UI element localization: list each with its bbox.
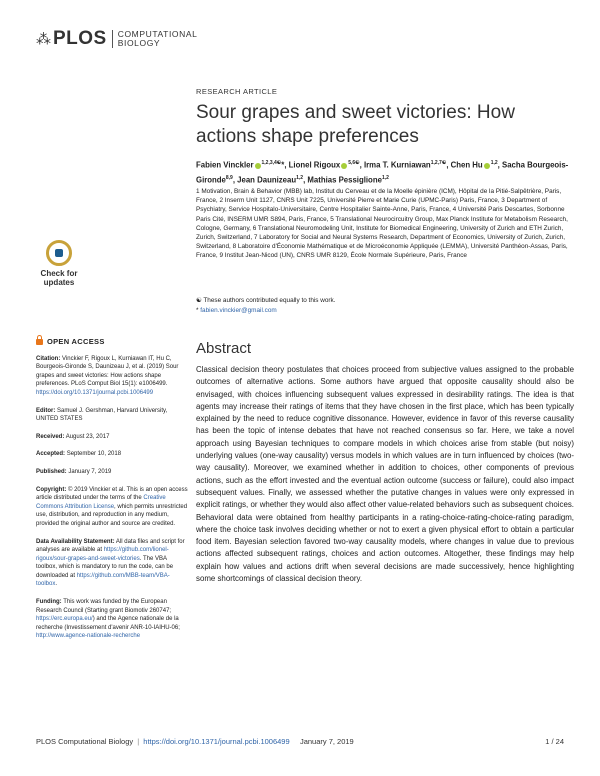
journal-name xyxy=(118,30,198,48)
funding-text: This work was funded by the European Research Council (Starting grant Biomotiv 260747; xyxy=(36,599,172,614)
corresponding-mark: * xyxy=(196,306,199,314)
citation-label: Citation: xyxy=(36,355,61,362)
citation-text: Vinckier F, Rigoux L, Kurniawan IT, Hu C, Bourgeois-Gironde S, Daunizeau J, et al. (2019) Sour grapes and sweet victories: How actions shape preferences. PLoS Comput Biol 15(1): e1006499. xyxy=(36,355,179,388)
plos-logo[interactable] xyxy=(36,28,197,50)
accepted-label: Accepted: xyxy=(36,451,66,458)
page-number: 1 / 24 xyxy=(545,737,564,746)
data-availability xyxy=(36,538,188,590)
author-list: Fabien Vinckler $^{1,2,3,4☯}$*, Lionel Rigoux $^{5,6☯}$, Irma T. Kurniawan$^{1,2,7☯}$, Chen Hu $^{1,2}$, Sacha Bourgeois-Gironde$^{8,9}$, Jean Daunizeau$^{1,2}$, Mathias Pessiglione$^{1,2}$ xyxy=(196,160,569,185)
funding-text-cont: ) and the Agence nationale de la recherche (Investissement d'avenir ANR-10-IAIHU-06; xyxy=(36,616,180,631)
orcid-icon[interactable] xyxy=(255,163,261,169)
copyright xyxy=(36,486,188,529)
article-title: Sour grapes and sweet victories: How actions shape preferences xyxy=(196,102,515,147)
abstract-text: Classical decision theory postulates that choices proceed from subjective values assigned to the probable outcomes of alternative actions. Some authors have argued that opposite causality should also be envisaged, with choices influencing subsequent values expressed in desirability ratings. The idea is that agents may increase their ratings of items that they have chosen in the first place, which has been typically explained by the need to reduce cognitive dissonance. However, evidence in favor of this reverse causality has been the topic of intense debates that have not reached consensus so far. Here, we take a novel approach using Bayesian techniques to compare models in which choices arise from stable (but noisy) underlying values (one-way causality) versus models in which values are in turn influenced by choices (two-way causality). Moreover, we examined whether in addition to choices, other components of previous actions, such as the effort invested and the eventual action outcome (success or failure), could also impact subsequent values. Finally, we assessed whether the putative changes in values were only expressed in explicit ratings, or whether they would also affect other value-related behaviors such as subsequent choices. Behavioral data were obtained from healthy participants in a rating-choice-rating-choice-rating paradigm, where the choice task involves deciding whether or not to exert a given physical effort to obtain a particular food item. Bayesian selection favored two-way causality models, where changes in value due to previous actions affected subsequent ratings, choices and action outcomes. Altogether, these findings may help explain how values and actions drift when several decisions are made successively, hence highlighting some shortcomings of classical decision theory. xyxy=(196,365,574,584)
check-for-updates-label xyxy=(36,269,82,287)
abstract-heading: Abstract xyxy=(196,340,252,357)
article-info-sidebar xyxy=(36,338,188,650)
logo-divider xyxy=(112,30,113,48)
toolbox-link[interactable]: https://github.com/MBB-team/VBA-toolbox xyxy=(36,572,170,588)
footer-date: January 7, 2019 xyxy=(299,737,354,746)
data-availability-text-cont: . The VBA toolbox, which is mandatory to run the code, can be downloaded at xyxy=(36,555,174,579)
crossmark-icon xyxy=(46,240,72,266)
accepted-date: September 10, 2018 xyxy=(66,451,122,458)
author-notes xyxy=(196,296,572,315)
anr-link[interactable]: http://www.agence-nationale-recherche xyxy=(36,633,141,640)
footer-doi-link[interactable]: https://doi.org/10.1371/journal.pcbi.1006499 xyxy=(143,737,290,746)
email-link[interactable]: fabien.vinckier@gmail.com xyxy=(200,306,277,314)
article-type-label: RESEARCH ARTICLE xyxy=(196,87,278,96)
received-date: August 23, 2017 xyxy=(65,433,110,440)
accepted xyxy=(36,450,188,459)
funding-label: Funding: xyxy=(36,599,62,606)
data-availability-text: All data files and script for analyses are available at xyxy=(36,538,185,554)
journal-name-line2: BIOLOGY xyxy=(117,38,161,48)
editor xyxy=(36,407,188,424)
badge-line1: Check for xyxy=(40,269,78,278)
citation xyxy=(36,355,188,398)
footer-left xyxy=(36,737,354,746)
open-lock-icon xyxy=(36,339,43,345)
published-date: January 7, 2019 xyxy=(68,468,112,475)
footer-separator xyxy=(292,737,298,746)
received-label: Received: xyxy=(36,433,65,440)
equal-contribution-note: ☯ These authors contributed equally to this work. xyxy=(196,297,336,304)
copyright-label: Copyright: xyxy=(36,486,67,493)
funding xyxy=(36,598,188,641)
open-access-badge xyxy=(36,338,188,347)
journal-name-line1: COMPUTATIONAL xyxy=(117,29,198,39)
orcid-icon[interactable] xyxy=(341,163,347,169)
published-label: Published: xyxy=(36,468,67,475)
data-repo-link[interactable]: https://github.com/lionel-rigoux/sour-grapes-and-sweet-victories xyxy=(36,547,169,562)
orcid-icon[interactable] xyxy=(484,163,490,169)
open-access-label: OPEN ACCESS xyxy=(47,337,105,346)
editor-text: Samuel J. Gershman, Harvard University, UNITED STATES xyxy=(36,407,168,423)
copyright-text-cont: , which permits unrestricted use, distribution, and reproduction in any medium, provided the original author and source are credited. xyxy=(36,503,188,527)
affiliations: 1 Motivation, Brain & Behavior (MBB) lab, Institut du Cerveau et de la Moelle épinière (ICM), Hôpital de la Pitié-Salpêtrière, Paris, France, 2 Inserm Unit 1127, CNRS Unit 7225, Université Pierre et Marie Curie (UPMC-Paris) Paris, France, 3 Department of Psychiatry, Service Hospitalo-Universitaire, Centre Hospitalier Sainte-Anne, Paris, France, 4 Université Paris Descartes, Sorbonne Paris Cité, INSERM UMR S894, Paris, France, 5 Translational Neurocircuitry Group, Max Planck Institute for Metabolism Research, Cologne, Germany, 6 Translational Neuromodeling Unit, Institute for Biomedical Engineering, University of Zurich and ETH Zurich, Zurich, Switzerland, 7 Laboratory for Social and Neural Systems Research, Department of Economics, University of Zurich, Zurich, Switzerland, 8 Laboratoire d'Économie Mathématique et de Microéconomie Appliquée (LEMMA), Université Panthéon-Assas, Paris, France, 9 Institut Jean-Nicod (UN), CNRS UMR 8129, École Normale Supérieure, Paris, France xyxy=(196,188,568,260)
received xyxy=(36,433,188,442)
data-availability-end: . xyxy=(55,581,58,588)
check-for-updates-badge[interactable] xyxy=(36,240,82,290)
citation-doi-link[interactable]: https://doi.org/10.1371/journal.pcbi.1006499 xyxy=(36,389,154,396)
badge-line2: updates xyxy=(43,278,75,287)
copyright-text: © 2019 Vinckier et al. This is an open access article distributed under the terms of the xyxy=(36,486,188,502)
corresponding-email xyxy=(196,306,572,316)
footer-journal: PLOS Computational Biology xyxy=(36,737,134,746)
editor-label: Editor: xyxy=(36,407,56,414)
plos-dots-icon: ⁂ xyxy=(36,31,50,48)
data-availability-label: Data Availability Statement: xyxy=(36,538,115,545)
published xyxy=(36,468,188,477)
footer-separator: | xyxy=(137,737,140,746)
plos-wordmark: PLOS xyxy=(53,28,107,49)
license-link[interactable]: Creative Commons Attribution License xyxy=(36,495,166,510)
erc-link[interactable]: https://erc.europa.eu/ xyxy=(36,616,93,623)
